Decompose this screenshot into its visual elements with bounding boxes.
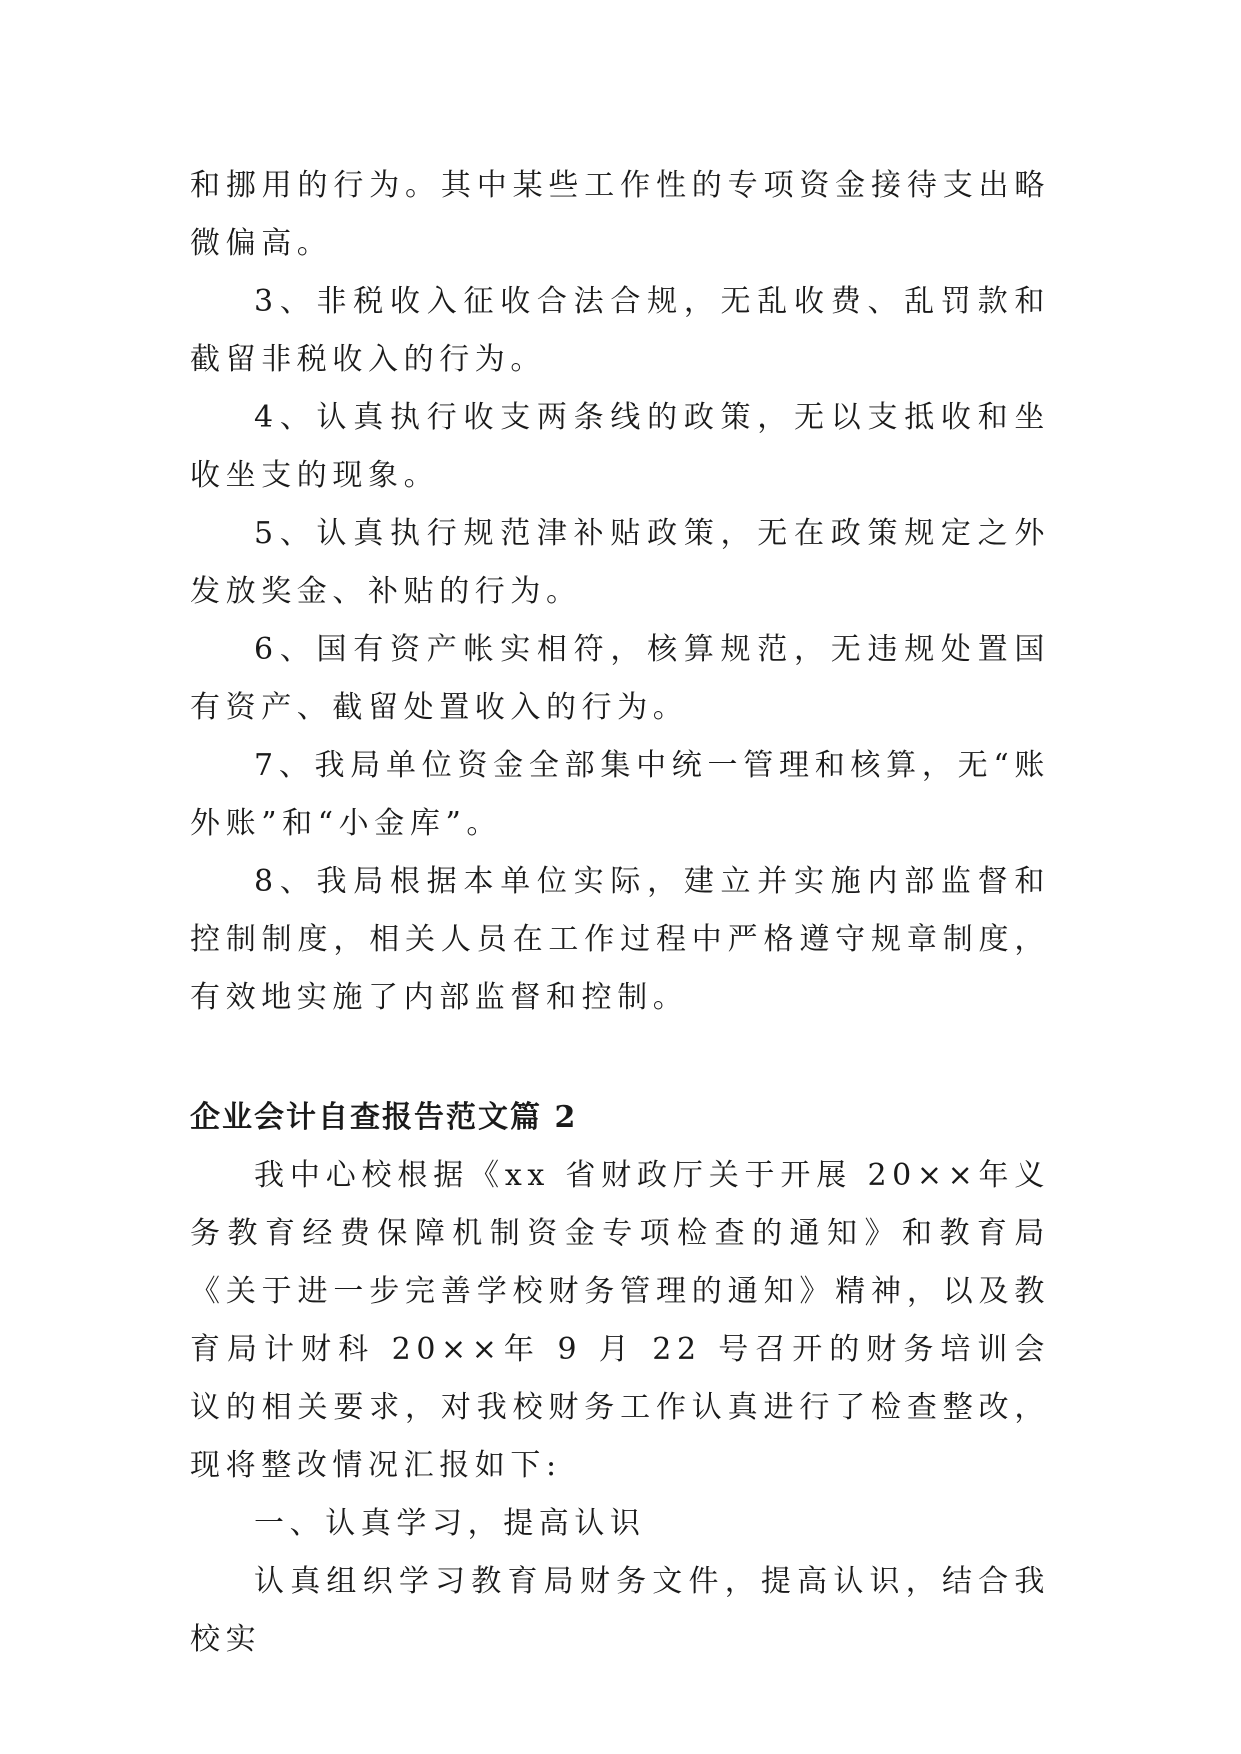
paragraph: 7、我局单位资金全部集中统一管理和核算，无“账外账”和“小金库”。 bbox=[190, 748, 1050, 841]
paragraph: 我中心校根据《xx 省财政厅关于开展 20××年义务教育经费保障机制资金专项检查的通知》和教育局《关于进一步完善学校财务管理的通知》精神，以及教育局计财科 20××年 9 月 22 号召开的财务培训会议的相关要求，对我校财务工作认真进行了检查整改，现将整改情况汇报如下: bbox=[190, 1158, 1050, 1483]
paragraph: 和挪用的行为。其中某些工作性的专项资金接待支出略微偏高。 bbox=[190, 168, 1050, 261]
paragraph: 8、我局根据本单位实际，建立并实施内部监督和控制制度，相关人员在工作过程中严格遵守规章制度，有效地实施了内部监督和控制。 bbox=[190, 864, 1050, 1015]
document-page bbox=[190, 157, 1050, 1669]
paragraph: 5、认真执行规范津补贴政策，无在政策规定之外发放奖金、补贴的行为。 bbox=[190, 516, 1050, 609]
paragraph: 认真组织学习教育局财务文件，提高认识，结合我校实 bbox=[190, 1564, 1050, 1657]
paragraph: 3、非税收入征收合法合规，无乱收费、乱罚款和截留非税收入的行为。 bbox=[190, 284, 1050, 377]
paragraph: 一、认真学习，提高认识 bbox=[254, 1506, 646, 1541]
section-title: 企业会计自查报告范文篇 2 bbox=[190, 1100, 578, 1135]
paragraph: 4、认真执行收支两条线的政策，无以支抵收和坐收坐支的现象。 bbox=[190, 400, 1050, 493]
paragraph: 6、国有资产帐实相符，核算规范，无违规处置国有资产、截留处置收入的行为。 bbox=[190, 632, 1050, 725]
